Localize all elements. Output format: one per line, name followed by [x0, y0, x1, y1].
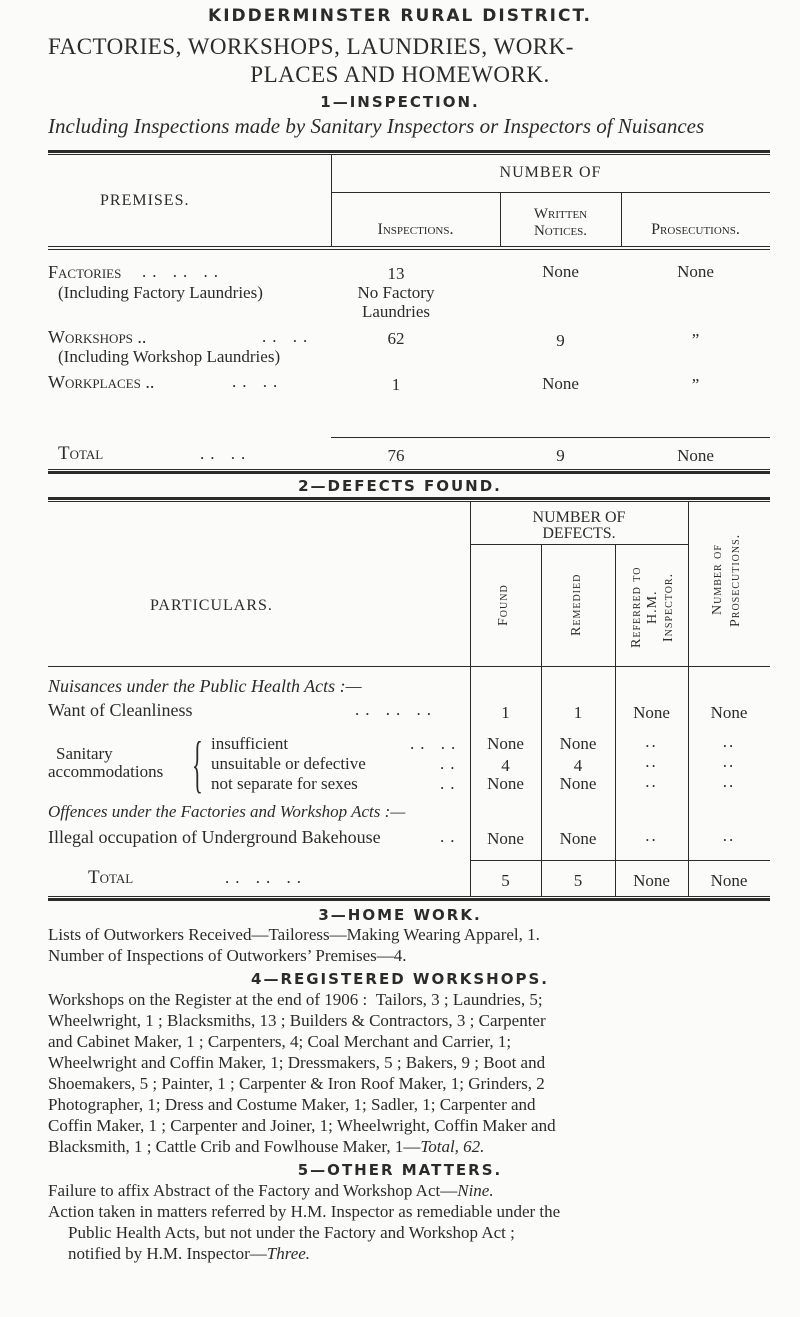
- workshops-line-7: Coffin Maker, 1 ; Carpenter and Joiner, 1; Wheelwright, Coffin Maker and: [48, 1116, 556, 1135]
- want-of-cleanliness-dots: .. .. ..: [355, 700, 437, 719]
- workshops-total: Total, 62.: [420, 1137, 485, 1156]
- row-workplaces-label: Workplaces ..: [48, 372, 155, 392]
- col-inspections: Inspections.: [377, 221, 454, 238]
- sanitary-insufficient-prosecutions: ..: [722, 732, 736, 751]
- sanitary-insufficient-dots: .. ..: [410, 734, 462, 753]
- sanitary-insufficient-label: insufficient: [211, 734, 289, 753]
- row-factories-sub: (Including Factory Laundries): [58, 283, 263, 302]
- section-3-heading: 3—HOME WORK.: [318, 906, 482, 924]
- col-written-notices-2: Notices.: [533, 223, 588, 239]
- row-factories-dots: .. .. ..: [142, 262, 224, 281]
- table1-total-notices: 9: [556, 446, 565, 465]
- bakehouse-prosecutions: ..: [722, 826, 736, 845]
- section-4-heading: 4—REGISTERED WORKSHOPS.: [251, 970, 549, 988]
- premises-header: PREMISES.: [100, 192, 190, 209]
- row-workplaces-prosecutions: ”: [691, 375, 700, 394]
- col-remedied: Remedied: [569, 573, 584, 637]
- sanitary-not-separate-found: None: [487, 774, 524, 793]
- workshops-line-6: Photographer, 1; Dress and Costume Maker, 1; Sadler, 1; Carpenter and: [48, 1095, 536, 1114]
- subtitle-text: Including Inspections made by Sanitary Inspectors or Inspectors of Nuisances: [48, 114, 705, 138]
- row-workshops-sub: (Including Workshop Laundries): [58, 347, 281, 366]
- table2-total-remedied: 5: [573, 871, 583, 890]
- want-prosecutions: None: [710, 703, 748, 722]
- home-work-line-1: Lists of Outworkers Received—Tailoress—Making Wearing Apparel, 1.: [48, 925, 540, 944]
- other-matters-line-4: notified by H.M. Inspector—Three.: [68, 1244, 311, 1263]
- sanitary-insufficient-remedied: None: [559, 734, 597, 753]
- sanitary-unsuitable-remedied: 4: [573, 756, 583, 775]
- table2-total-found: 5: [501, 871, 510, 890]
- row-factories-inspections: 13: [387, 264, 405, 283]
- workshops-line-4: Wheelwright and Coffin Maker, 1; Dressmakers, 5 ; Bakers, 9 ; Boot and: [48, 1053, 546, 1072]
- want-referred: None: [633, 703, 670, 722]
- home-work-line-2: Number of Inspections of Outworkers’ Premises—4.: [48, 946, 407, 965]
- particulars-header: PARTICULARS.: [150, 597, 273, 614]
- sanitary-not-separate-prosecutions: ..: [722, 772, 736, 791]
- sanitary-unsuitable-dots: ..: [440, 754, 461, 773]
- row-workplaces-dots: .. ..: [232, 372, 284, 391]
- sanitary-not-separate-referred: ..: [645, 772, 658, 791]
- notified-count: Three.: [266, 1244, 311, 1263]
- row-workshops-inspections: 62: [387, 329, 405, 348]
- district-heading: KIDDERMINSTER RURAL DISTRICT.: [208, 6, 592, 26]
- row-workshops-prosecutions: ”: [691, 330, 700, 349]
- bakehouse-remedied: None: [559, 829, 597, 848]
- sanitary-unsuitable-referred: ..: [645, 752, 658, 771]
- sanitary-not-separate-dots: ..: [440, 774, 461, 793]
- bakehouse-found: None: [487, 829, 524, 848]
- row-workplaces-inspections: 1: [391, 375, 401, 394]
- workshops-line-2: Wheelwright, 1 ; Blacksmiths, 13 ; Builders & Contractors, 3 ; Carpenter: [48, 1011, 546, 1030]
- bakehouse-referred: ..: [645, 826, 658, 845]
- sanitary-label-1: Sanitary: [56, 744, 113, 763]
- col-referred-1: Referred to: [629, 566, 644, 648]
- abstract-count: Nine.: [457, 1181, 494, 1200]
- sanitary-brace: {: [192, 728, 203, 799]
- sanitary-unsuitable-prosecutions: ..: [722, 752, 736, 771]
- bakehouse-label: Illegal occupation of Underground Bakehouse: [48, 827, 381, 847]
- row-workshops-label: Workshops ..: [48, 327, 147, 347]
- number-of-defects-1: NUMBER OF: [532, 509, 626, 526]
- col-written-notices-1: Written: [533, 206, 588, 222]
- sanitary-unsuitable-label: unsuitable or defective: [211, 754, 366, 773]
- table1-total-dots: .. ..: [200, 444, 252, 463]
- row-factories-label: Factories: [48, 262, 122, 282]
- want-remedied: 1: [573, 703, 583, 722]
- sanitary-label-2: accommodations: [48, 762, 164, 781]
- sanitary-insufficient-referred: ..: [645, 732, 658, 751]
- col-referred-2: H.M.: [645, 590, 660, 624]
- workshops-line-1: Workshops on the Register at the end of 1906 : Tailors, 3 ; Laundries, 5;: [48, 990, 543, 1009]
- nuisances-heading: Nuisances under the Public Health Acts :—: [48, 676, 362, 696]
- number-of-defects-2: DEFECTS.: [542, 525, 616, 542]
- col-referred-3: Inspector.: [661, 572, 676, 642]
- sanitary-unsuitable-found: 4: [501, 756, 510, 775]
- offences-heading: Offences under the Factories and Workshop Acts :—: [48, 802, 406, 821]
- row-factories-prosecutions: None: [677, 262, 714, 281]
- col-found: Found: [496, 584, 511, 626]
- other-matters-line-2: Action taken in matters referred by H.M. Inspector as remediable under the: [48, 1202, 561, 1221]
- workshops-line-3: and Cabinet Maker, 1 ; Carpenters, 4; Coal Merchant and Carrier, 1;: [48, 1032, 512, 1051]
- other-matters-line-3: Public Health Acts, but not under the Factory and Workshop Act ;: [68, 1223, 515, 1242]
- row-factories-insp-note-2: Laundries: [362, 302, 430, 321]
- table2-total-prosecutions: None: [710, 871, 748, 890]
- document-title-line1: FACTORIES, WORKSHOPS, LAUNDRIES, WORK-: [48, 34, 574, 59]
- table2-total-referred: None: [633, 871, 670, 890]
- section-1-heading: 1—INSPECTION.: [320, 93, 480, 111]
- sanitary-not-separate-label: not separate for sexes: [211, 774, 358, 793]
- row-workshops-notices: 9: [556, 331, 565, 350]
- row-factories-notices: None: [542, 262, 579, 281]
- workshops-line-5: Shoemakers, 5 ; Painter, 1 ; Carpenter & Iron Roof Maker, 1; Grinders, 2: [48, 1074, 545, 1093]
- number-of-header: NUMBER OF: [499, 164, 602, 181]
- document-title-line2: PLACES AND HOMEWORK.: [250, 62, 550, 87]
- row-factories-insp-note-1: No Factory: [357, 283, 435, 302]
- col-number-of-prosecutions-2: Prosecutions.: [728, 533, 743, 627]
- row-workshops-dots: .. ..: [262, 327, 314, 346]
- bakehouse-dots: ..: [440, 827, 461, 846]
- other-matters-line-1: Failure to affix Abstract of the Factory and Workshop Act—Nine.: [48, 1181, 494, 1200]
- row-workplaces-notices: None: [542, 374, 579, 393]
- table1-total-inspections: 76: [387, 446, 405, 465]
- workshops-line-8: Blacksmith, 1 ; Cattle Crib and Fowlhouse Maker, 1—Total, 62.: [48, 1137, 485, 1156]
- col-prosecutions: Prosecutions.: [651, 221, 740, 238]
- want-found: 1: [501, 703, 510, 722]
- section-5-heading: 5—OTHER MATTERS.: [297, 1161, 503, 1179]
- table2-total-label: Total: [88, 867, 134, 888]
- table1-total-label: Total: [58, 443, 104, 464]
- section-2-heading: 2—DEFECTS FOUND.: [298, 477, 502, 495]
- table1-total-prosecutions: None: [677, 446, 714, 465]
- want-of-cleanliness-label: Want of Cleanliness: [48, 700, 193, 720]
- table2-total-dots: .. .. ..: [225, 868, 307, 887]
- sanitary-not-separate-remedied: None: [559, 774, 597, 793]
- col-number-of-prosecutions-1: Number of: [710, 544, 725, 616]
- sanitary-insufficient-found: None: [487, 734, 524, 753]
- section-1-subtitle: [48, 114, 704, 139]
